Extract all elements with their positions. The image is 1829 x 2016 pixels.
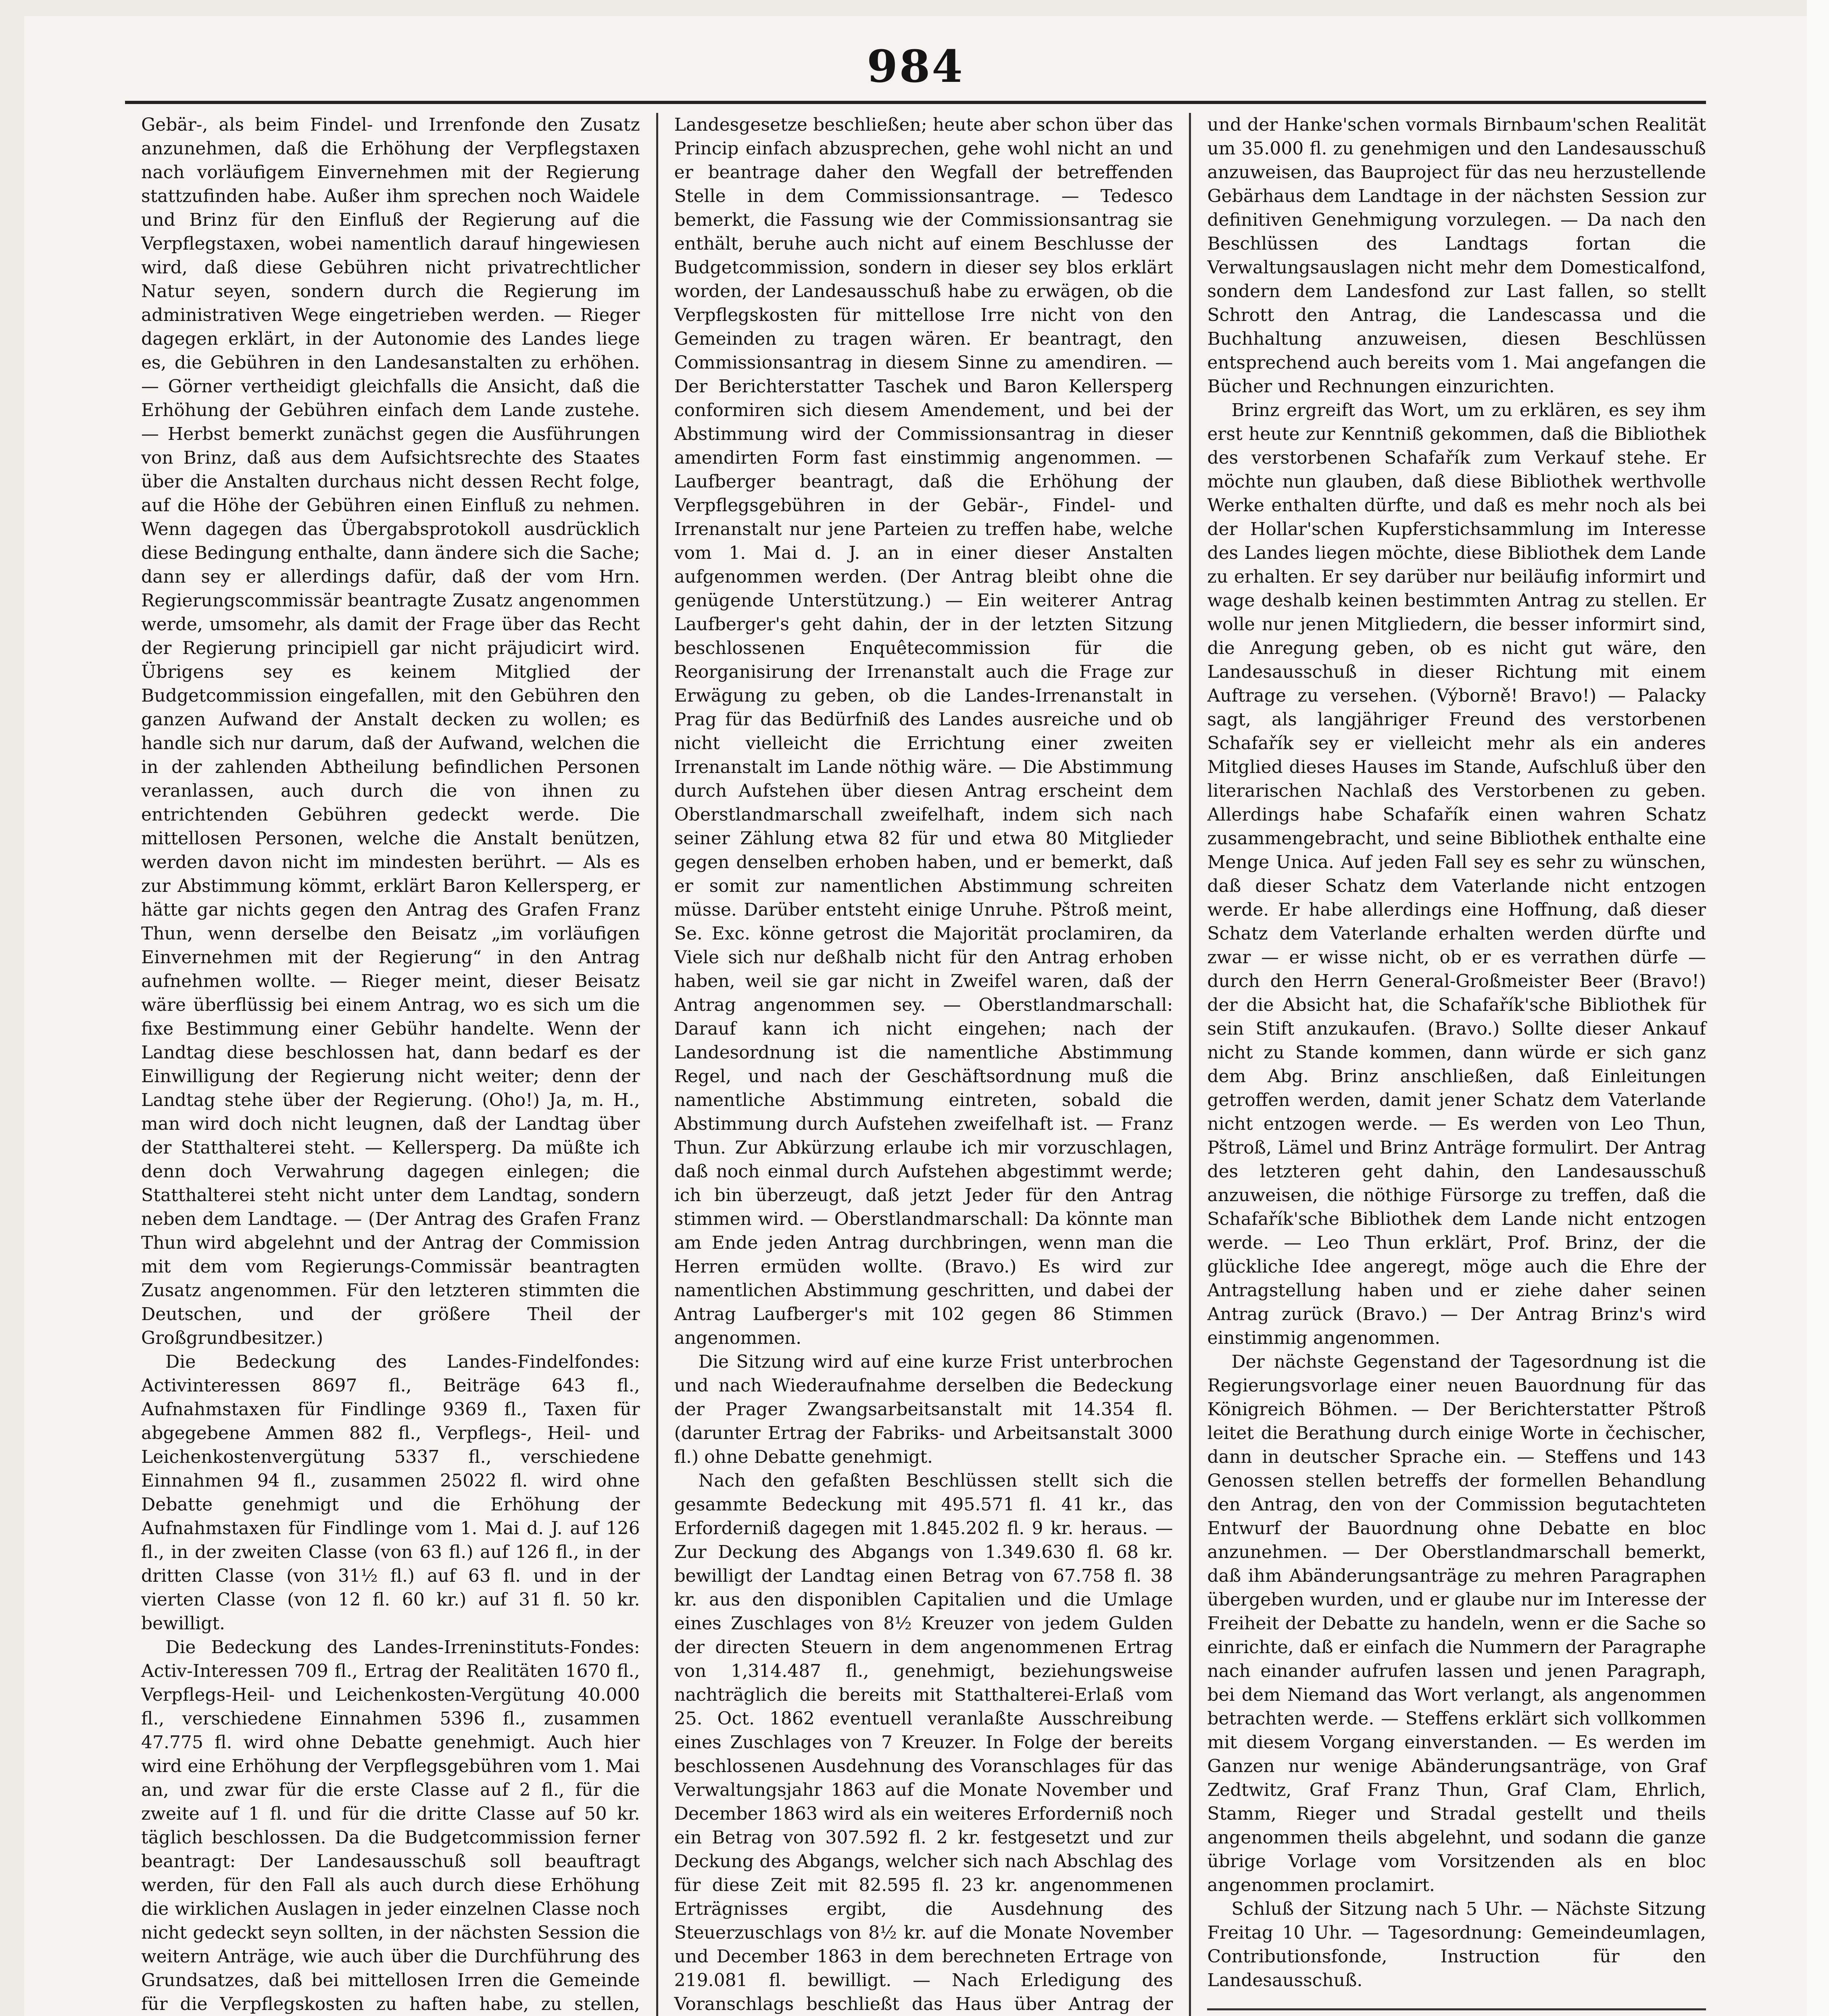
paragraph: Die Bedeckung des Landes-Irreninstituts-Fondes: Activ-Interessen 709 fl., Ertrag der Realitäten 1670 fl., Verpflegs-Heil- und Leichenkosten-Vergütung 40.000 fl., verschiedene Einnahmen 5396 fl., zusammen 47.775 fl. wird ohne Debatte genehmigt. Auch hier wird eine Erhöhung der Verpflegsgebühren vom 1. Mai an, und zwar für die erste Classe auf 2 fl., für die zweite auf 1 fl. und für die dritte Classe auf 50 kr. täglich beschlossen. Da die Budgetcommission ferner beantragt: Der Landesausschuß soll beauftragt werden, für den Fall als auch durch diese Erhöhung die wirklichen Auslagen in jeder einzelnen Classe noch nicht gedeckt seyn sollten, in der nächsten Session die weitern Anträge, wie auch über die Durchführung des Grundsatzes, daß bei mittellosen Irren die Gemeinde für die Verpflegskosten zu haften habe, zu stellen, (141, 1637, 640, 2014)
column-3 (1189, 113, 1722, 2016)
paragraph: Gebär-, als beim Findel- und Irrenfonde den Zusatz anzunehmen, daß die Erhöhung der Verpflegstaxen nach vorläufigem Einvernehmen mit der Regierung stattzufinden habe. Außer ihm sprechen noch Waidele und Brinz für den Einfluß der Regierung auf die Verpflegstaxen, wobei namentlich darauf hingewiesen wird, daß diese Gebühren nicht privatrechtlicher Natur seyen, sondern durch die Regierung im administrativen Wege eingetrieben werden. — Rieger dagegen erklärt, in der Autonomie des Landes liege es, die Gebühren in den Landesanstalten zu erhöhen. — Görner vertheidigt gleichfalls die Ansicht, daß die Erhöhung der Gebühren einfach dem Lande zustehe. — Herbst bemerkt zunächst gegen die Ausführungen von Brinz, daß aus dem Aufsichtsrechte des Staates über die Anstalten durchaus nicht dessen Recht folge, auf die Höhe der Gebühren einen Einfluß zu nehmen. Wenn dagegen das Übergabsprotokoll ausdrücklich diese Bedingung enthalte, dann ändere sich die Sache; dann sey er allerdings dafür, daß der vom Hrn. Regierungscommissär beantragte Zusatz angenommen werde, umsomehr, als damit der Frage über das Recht der Regierung principiell gar nicht präjudicirt wird. Übrigens sey es keinem Mitglied der Budgetcommission eingefallen, mit den Gebühren den ganzen Aufwand der Anstalt decken zu wollen; es handle sich nur darum, daß der Aufwand, welchen die in der zahlenden Abtheilung befindlichen Personen veranlassen, auch durch die von ihnen zu entrichtenden Gebühren gedeckt werde. Die mittellosen Personen, welche die Anstalt benützen, werden davon nicht im mindesten berührt. — Als es zur Abstimmung kömmt, erklärt Baron Kellersperg, er hätte gar nichts gegen den Antrag des Grafen Franz Thun, wenn derselbe den Beisatz „im vorläufigen Einvernehmen mit der Regierung“ in den Antrag aufnehmen wollte. — Rieger meint, dieser Beisatz wäre überflüssig bei einem Antrag, wo es sich um die fixe Bestimmung einer Gebühr handelte. Wenn der Landtag diese beschlossen hat, dann bedarf es der Einwilligung der Regierung nicht weiter; denn der Landtag stehe über der Regierung. (Oho!) Ja, m. H., man wird doch nicht leugnen, daß der Landtag über der Statthalterei steht. — Kellersperg. Da müßte ich denn doch Verwahrung dagegen einlegen; die Statthalterei steht nicht unter dem Landtag, sondern neben dem Landtage. — (Der Antrag des Grafen Franz Thun wird abgelehnt und der Antrag der Commission mit dem vom Regierungs-Commissär beantragten Zusatz angenommen. Für den letzteren stimmten die Deutschen, und der größere Theil der Großgrundbesitzer.) (141, 115, 640, 1348)
newspaper-page (24, 16, 1807, 2016)
paragraph: Schluß der Sitzung nach 5 Uhr. — Nächste Sitzung Freitag 10 Uhr. — Tagesordnung: Gemeindeumlagen, Contributionsfonde, Instruction für den Landesausschuß. (1207, 1899, 1706, 1991)
paragraph: und der Hanke'schen vormals Birnbaum'schen Realität um 35.000 fl. zu genehmigen und den Landesausschuß anzuweisen, das Bauproject für das neu herzustellende Gebärhaus dem Landtage in der nächsten Session zur definitiven Genehmigung vorzulegen. — Da nach den Beschlüssen des Landtags fortan die Verwaltungsauslagen nicht mehr dem Domesticalfond, sondern dem Landesfond zur Last fallen, so stellt Schrott den Antrag, die Landescassa und die Buchhaltung anzuweisen, diesen Beschlüssen entsprechend auch bereits vom 1. Mai angefangen die Bücher und Rechnungen einzurichten. (1207, 115, 1706, 397)
paragraph: Der nächste Gegenstand der Tagesordnung ist die Regierungsvorlage einer neuen Bauordnung für das Königreich Böhmen. — Der Berichterstatter Pštroß leitet die Berathung durch einige Worte in čechischer, dann in deutscher Sprache ein. — Steffens und 143 Genossen stellen betreffs der formellen Behandlung den Antrag, den von der Commission begutachteten Entwurf der Bauordnung ohne Debatte en bloc anzunehmen. — Der Oberstlandmarschall bemerkt, daß ihm Abänderungsanträge zu mehren Paragraphen übergeben wurden, und er glaube nur im Interesse der Freiheit der Debatte zu handeln, wenn er die Sache so einrichte, daß er einfach die Nummern der Paragraphe nach einander aufrufen lassen und jenen Paragraph, bei dem Niemand das Wort verlangt, als angenommen betrachten werde. — Steffens erklärt sich vollkommen mit diesem Vorgang einverstanden. — Es werden im Ganzen nur wenige Abänderungsanträge, von Graf Zedtwitz, Graf Franz Thun, Graf Clam, Ehrlich, Stamm, Rieger und Stradal gestellt und theils angenommen theils abgelehnt, und sodann die ganze übrige Vorlage vom Vorsitzenden als en bloc angenommen proclamirt. (1207, 1352, 1706, 1895)
page-edge (1807, 0, 1829, 2016)
column-2 (656, 113, 1189, 2016)
paragraph: Die Sitzung wird auf eine kurze Frist unterbrochen und nach Wiederaufnahme derselben die Bedeckung der Prager Zwangsarbeitsanstalt mit 14.354 fl. (darunter Ertrag der Fabriks- und Arbeitsanstalt 3000 fl.) ohne Debatte genehmigt. (674, 1352, 1173, 1467)
paragraph: Landesgesetze beschließen; heute aber schon über das Princip einfach abzusprechen, gehe wohl nicht an und er beantrage daher den Wegfall der betreffenden Stelle in dem Commissionsantrage. — Tedesco bemerkt, die Fassung wie der Commissionsantrag sie enthält, beruhe auch nicht auf einem Beschlusse der Budgetcommission, sondern in dieser sey blos erklärt worden, der Landesausschuß habe zu erwägen, ob die Verpflegskosten für mittellose Irre nicht von den Gemeinden zu tragen wären. Er beantragt, den Commissionsantrag in diesem Sinne zu amendiren. — Der Berichterstatter Taschek und Baron Kellersperg conformiren sich diesem Amendement, und bei der Abstimmung wird der Commissionsantrag in dieser amendirten Form fast einstimmig angenommen. — Laufberger beantragt, daß die Erhöhung der Verpflegsgebühren in der Gebär-, Findel- und Irrenanstalt nur jene Parteien zu treffen habe, welche vom 1. Mai d. J. an in einer dieser Anstalten aufgenommen werden. (Der Antrag bleibt ohne die genügende Unterstützung.) — Ein weiterer Antrag Laufberger's geht dahin, der in der letzten Sitzung beschlossenen Enquêtecommission für die Reorganisirung der Irrenanstalt auch die Frage zur Erwägung zu geben, ob die Landes-Irrenanstalt in Prag für das Bedürfniß des Landes ausreiche und ob nicht vielleicht die Errichtung einer zweiten Irrenanstalt im Lande nöthig wäre. — Die Abstimmung durch Aufstehen über diesen Antrag erscheint dem Oberstlandmarschall zweifelhaft, indem sich nach seiner Zählung etwa 82 für und etwa 80 Mitglieder gegen denselben erhoben haben, und er bemerkt, daß er somit zur namentlichen Abstimmung schreiten müsse. Darüber entsteht einige Unruhe. Pštroß meint, Se. Exc. könne getrost die Majorität proclamiren, da Viele sich nur deßhalb nicht für den Antrag erhoben haben, weil sie gar nicht in Zweifel waren, daß der Antrag angenommen sey. — Oberstlandmarschall: Darauf kann ich nicht eingehen; nach der Landesordnung ist die namentliche Abstimmung Regel, und nach der Geschäftsordnung muß die namentliche Abstimmung eintreten, sobald die Abstimmung durch Aufstehen zweifelhaft ist. — Franz Thun. Zur Abkürzung erlaube ich mir vorzuschlagen, daß noch einmal durch Aufstehen abgestimmt werde; ich bin überzeugt, daß jetzt Jeder für den Antrag stimmen wird. — Oberstlandmarschall: Da könnte man am Ende jeden Antrag durchbringen, wenn man die Herren ermüden wollte. (Bravo.) Es wird zur namentlichen Abstimmung geschritten, und dabei der Antrag Laufberger's mit 102 gegen 86 Stimmen angenommen. (674, 115, 1173, 1348)
page-number: 984 (867, 40, 964, 92)
column-1 (125, 113, 656, 2016)
header-rule (125, 101, 1706, 104)
text-columns (125, 113, 1722, 2016)
paragraph: Brinz ergreift das Wort, um zu erklären, es sey ihm erst heute zur Kenntniß gekommen, daß die Bibliothek des verstorbenen Schafařík zum Verkauf stehe. Er möchte nun glauben, daß diese Bibliothek werthvolle Werke enthalten dürfte, und daß es mehr noch als bei der Hollar'schen Kupferstichsammlung im Interesse des Landes liegen möchte, diese Bibliothek dem Lande zu erhalten. Er sey darüber nur beiläufig informirt und wage deshalb keinen bestimmten Antrag zu stellen. Er wolle nur jenen Mitgliedern, die besser informirt sind, die Anregung geben, ob es nicht gut wäre, den Landesausschuß in dieser Richtung mit einem Auftrage zu versehen. (Výborně! Bravo!) — Palacky sagt, als langjähriger Freund des verstorbenen Schafařík sey er vielleicht mehr als ein anderes Mitglied dieses Hauses im Stande, Aufschluß über den literarischen Nachlaß des Verstorbenen zu geben. Allerdings habe Schafařík einen wahren Schatz zusammengebracht, und seine Bibliothek enthalte eine Menge Unica. Auf jeden Fall sey es sehr zu wünschen, daß dieser Schatz dem Vaterlande nicht entzogen werde. Er habe allerdings eine Hoffnung, daß dieser Schatz dem Vaterlande erhalten werden dürfte und zwar — er wisse nicht, ob er es verrathen dürfe — durch den Herrn General-Großmeister Beer (Bravo!) der die Absicht hat, die Schafařík'sche Bibliothek für sein Stift anzukaufen. (Bravo.) Sollte dieser Ankauf nicht zu Stande kommen, dann würde er sich ganz dem Abg. Brinz anschließen, daß Einleitungen getroffen werden, damit jener Schatz dem Vaterlande nicht entzogen werde. — Es werden von Leo Thun, Pštroß, Lämel und Brinz Anträge formulirt. Der Antrag des letzteren geht dahin, den Landesausschuß anzuweisen, die nöthige Fürsorge zu treffen, daß die Schafařík'sche Bibliothek dem Lande nicht entzogen werde. — Leo Thun erklärt, Prof. Brinz, der die glückliche Idee angeregt, möge auch die Ehre der Antragstellung haben und er ziehe daher seinen Antrag zurück (Bravo.) — Der Antrag Brinz's wird einstimmig angenommen. (1207, 400, 1706, 1348)
section-divider (1207, 2008, 1706, 2010)
paragraph: Nach den gefaßten Beschlüssen stellt sich die gesammte Bedeckung mit 495.571 fl. 41 kr., das Erforderniß dagegen mit 1.845.202 fl. 9 kr. heraus. — Zur Deckung des Abgangs von 1.349.630 fl. 68 kr. bewilligt der Landtag einen Betrag von 67.758 fl. 38 kr. aus den disponiblen Capitalien und die Umlage eines Zuschlages von 8½ Kreuzer von jedem Gulden der directen Steuern in dem angenommenen Ertrag von 1,314.487 fl., genehmigt, beziehungsweise nachträglich die bereits mit Statthalterei-Erlaß vom 25. Oct. 1862 eventuell veranlaßte Ausschreibung eines Zuschlages von 7 Kreuzer. In Folge der bereits beschlossenen Ausdehnung des Voranschlages für das Verwaltungsjahr 1863 auf die Monate November und December 1863 wird als ein weiteres Erforderniß noch ein Betrag von 307.592 fl. 2 kr. festgesetzt und zur Deckung des Abgangs, welcher sich nach Abschlag des für diese Zeit mit 82.595 fl. 23 kr. angenommenen Erträgnisses ergibt, die Ausdehnung des Steuerzuschlags von 8½ kr. auf die Monate November und December 1863 in dem berechneten Ertrage von 219.081 fl. bewilligt. — Nach Erledigung des Voranschlags beschließt das Haus über Antrag der (674, 1470, 1173, 2014)
paragraph: Die Bedeckung des Landes-Findelfondes: Activinteressen 8697 fl., Beiträge 643 fl., Aufnahmstaxen für Findlinge 9369 fl., Taxen für abgegebene Ammen 882 fl., Verpflegs-, Heil- und Leichenkostenvergütung 5337 fl., verschiedene Einnahmen 94 fl., zusammen 25022 fl. wird ohne Debatte genehmigt und die Erhöhung der Aufnahmstaxen für Findlinge vom 1. Mai d. J. auf 126 fl., in der zweiten Classe (von 63 fl.) auf 126 fl., in der dritten Classe (von 31½ fl.) auf 63 fl. und in der vierten Classe (von 12 fl. 60 kr.) auf 31 fl. 50 kr. bewilligt. (141, 1352, 640, 1634)
